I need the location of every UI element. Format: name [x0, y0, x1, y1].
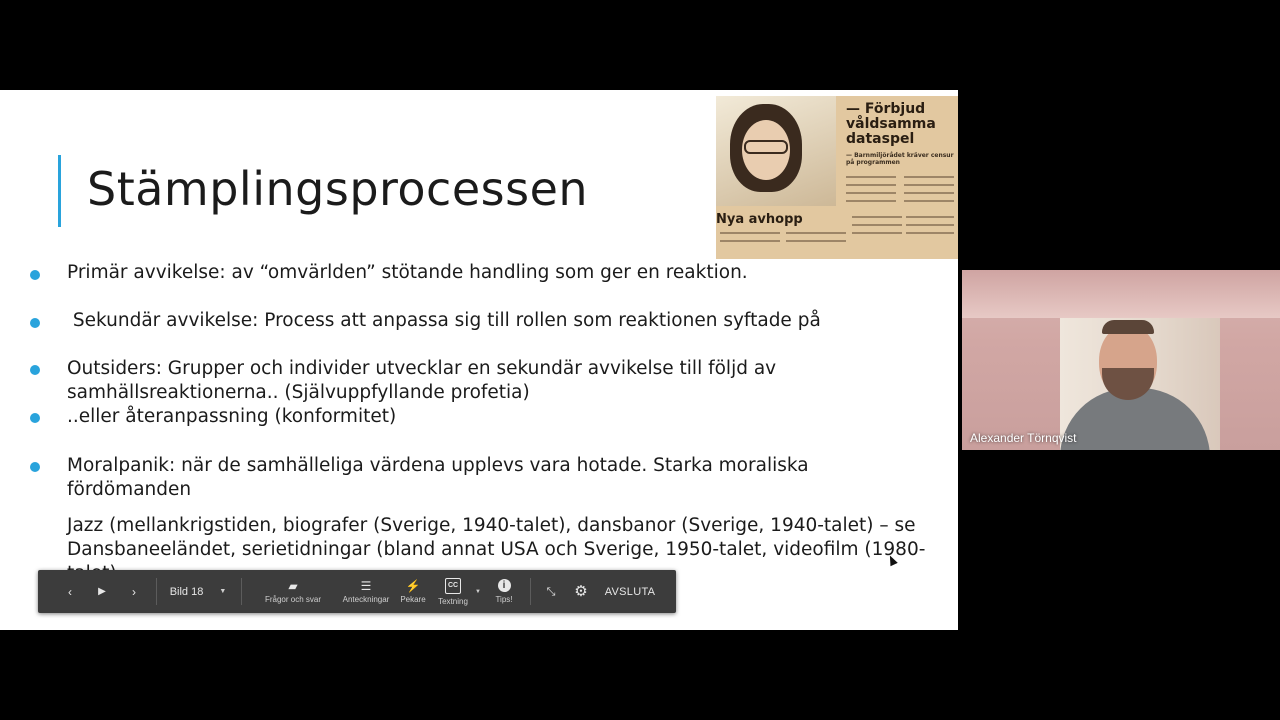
cc-icon: CC: [445, 578, 461, 594]
previous-slide-button[interactable]: [60, 570, 80, 613]
clipping-subhead: — Barnmiljörådet kräver censur på programmen: [846, 152, 954, 166]
slide-number-label: Bild 18: [169, 585, 204, 598]
chevron-right-icon: ›: [132, 584, 136, 599]
examples-paragraph: Jazz (mellankrigstiden, biografer (Sverige, 1940-talet), dansbanor (Sverige, 1940-talet) – se Dansbaneeländet, serietidningar (bland annat USA och Sverige, 1950-talet, videofilm (1980-: [67, 515, 926, 560]
clipping-section-title: Nya avhopp: [716, 212, 803, 227]
participant-video-tile[interactable]: [962, 270, 1280, 450]
caret-down-icon: ▼: [219, 588, 227, 595]
qa-button[interactable]: ▰ Frågor och svar: [264, 578, 322, 604]
glasses-icon: [744, 140, 788, 154]
presenter-toolbar: [38, 570, 676, 613]
gear-icon: ⚙: [574, 582, 588, 600]
settings-button[interactable]: [570, 570, 592, 613]
slide-selector-dropdown[interactable]: [162, 570, 234, 613]
bullet-secondary-deviance: Sekundär avvikelse: Process att anpassa sig till rollen som reaktionen syftade på: [67, 310, 821, 331]
chat-icon: ▰: [288, 578, 298, 593]
bullet-outsiders: Outsiders: Grupper och individer utvecklar en sekundär avvikelse till följd av samhällsreaktionerna.. (Självuppfyllande profetia): [67, 358, 777, 403]
participant-name-label: Alexander Törnqvist: [970, 431, 1077, 445]
bullet-dot: [30, 270, 40, 280]
notes-button[interactable]: ☰ Anteckningar: [342, 578, 390, 604]
notes-icon: ☰: [360, 578, 372, 593]
captions-button[interactable]: CC Textning: [434, 570, 472, 613]
play-button[interactable]: [92, 570, 112, 613]
slide-title: Stämplingsprocessen: [87, 162, 589, 216]
bullet-readaptation: ..eller återanpassning (konformitet): [67, 406, 397, 427]
bullet-primary-deviance: Primär avvikelse: av “omvärlden” stötande handling som ger en reaktion.: [67, 262, 748, 283]
bullet-dot: [30, 462, 40, 472]
bullet-dot: [30, 318, 40, 328]
pointer-button[interactable]: ⚡ Pekare: [400, 578, 426, 604]
next-slide-button[interactable]: [124, 570, 144, 613]
clipping-headline: — Förbjud våldsamma dataspel: [846, 101, 936, 147]
clipping-photo: [716, 96, 836, 206]
info-icon: i: [498, 579, 511, 592]
end-presentation-button[interactable]: AVSLUTA: [604, 585, 656, 598]
bullet-moral-panic: Moralpanik: när de samhälleliga värdena upplevs vara hotade. Starka moraliska fördömanden: [67, 455, 809, 500]
title-accent-bar: [58, 155, 61, 227]
presentation-slide: [0, 90, 958, 630]
chevron-left-icon: ‹: [68, 584, 72, 599]
bullet-dot: [30, 413, 40, 423]
bolt-icon: ⚡: [405, 578, 421, 593]
exit-fullscreen-button[interactable]: [540, 570, 562, 613]
play-icon: ▶: [98, 585, 106, 597]
tips-button[interactable]: i Tips!: [495, 579, 513, 604]
bullet-dot: [30, 365, 40, 375]
captions-options-caret[interactable]: [472, 570, 484, 613]
newspaper-clipping-image: [716, 96, 958, 259]
exit-fullscreen-icon: ⤡: [546, 585, 556, 598]
caret-down-icon: ▼: [475, 588, 481, 595]
